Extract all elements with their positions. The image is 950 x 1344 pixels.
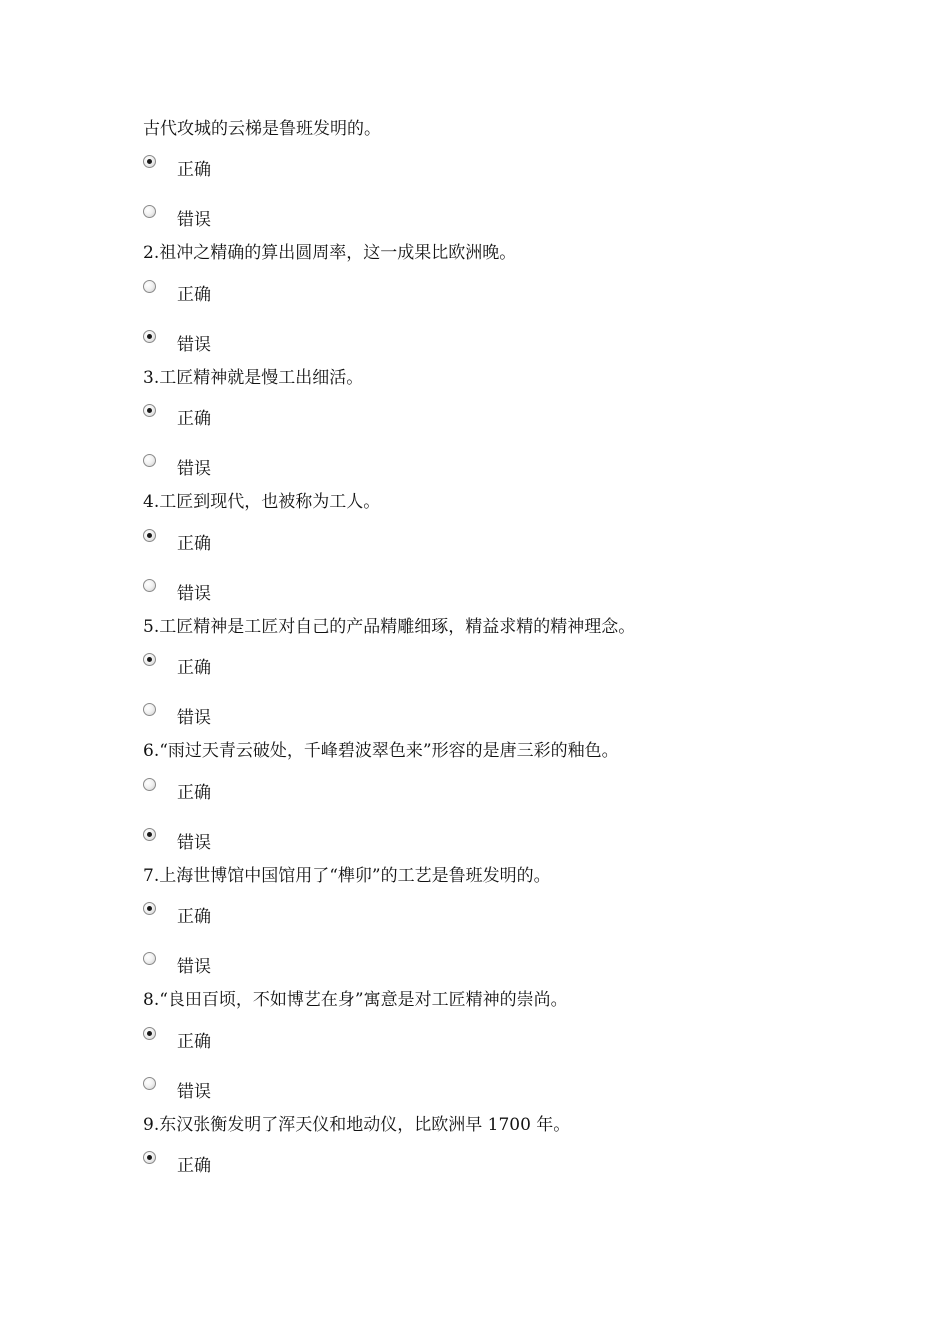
option-label: 正确 xyxy=(177,1032,211,1052)
option-true[interactable] xyxy=(143,529,211,553)
question-text: 古代攻城的云梯是鲁班发明的。 xyxy=(143,119,381,139)
option-label: 正确 xyxy=(177,534,211,554)
option-false[interactable] xyxy=(143,454,211,478)
radio-unchecked-icon[interactable] xyxy=(143,280,156,293)
radio-unchecked-icon[interactable] xyxy=(143,1077,156,1090)
radio-unchecked-icon[interactable] xyxy=(143,703,156,716)
option-false[interactable] xyxy=(143,703,211,727)
option-true[interactable] xyxy=(143,778,211,802)
radio-unchecked-icon[interactable] xyxy=(143,205,156,218)
radio-checked-icon[interactable] xyxy=(143,902,156,915)
radio-checked-icon[interactable] xyxy=(143,653,156,666)
radio-unchecked-icon[interactable] xyxy=(143,778,156,791)
option-label: 错误 xyxy=(177,584,211,604)
radio-checked-icon[interactable] xyxy=(143,155,156,168)
option-true[interactable] xyxy=(143,1027,211,1051)
option-label: 错误 xyxy=(177,957,211,977)
radio-checked-icon[interactable] xyxy=(143,404,156,417)
question-text: 4.工匠到现代，也被称为工人。 xyxy=(143,492,381,512)
option-false[interactable] xyxy=(143,205,211,229)
radio-unchecked-icon[interactable] xyxy=(143,579,156,592)
option-label: 正确 xyxy=(177,1156,211,1176)
radio-unchecked-icon[interactable] xyxy=(143,952,156,965)
question-text: 2.祖冲之精确的算出圆周率，这一成果比欧洲晚。 xyxy=(143,243,517,263)
radio-checked-icon[interactable] xyxy=(143,1151,156,1164)
option-true[interactable] xyxy=(143,155,211,179)
option-true[interactable] xyxy=(143,404,211,428)
option-label: 错误 xyxy=(177,335,211,355)
option-label: 正确 xyxy=(177,160,211,180)
radio-unchecked-icon[interactable] xyxy=(143,454,156,467)
radio-checked-icon[interactable] xyxy=(143,330,156,343)
radio-checked-icon[interactable] xyxy=(143,529,156,542)
option-label: 错误 xyxy=(177,708,211,728)
option-label: 错误 xyxy=(177,459,211,479)
option-label: 正确 xyxy=(177,783,211,803)
question-text: 3.工匠精神就是慢工出细活。 xyxy=(143,368,364,388)
option-label: 正确 xyxy=(177,907,211,927)
question-text: 6.“雨过天青云破处，千峰碧波翠色来”形容的是唐三彩的釉色。 xyxy=(143,741,619,761)
radio-checked-icon[interactable] xyxy=(143,828,156,841)
option-false[interactable] xyxy=(143,1077,211,1101)
option-label: 正确 xyxy=(177,285,211,305)
option-label: 正确 xyxy=(177,658,211,678)
question-text: 7.上海世博馆中国馆用了“榫卯”的工艺是鲁班发明的。 xyxy=(143,866,551,886)
option-label: 错误 xyxy=(177,210,211,230)
question-text: 9.东汉张衡发明了浑天仪和地动仪，比欧洲早 1700 年。 xyxy=(143,1115,571,1135)
option-true[interactable] xyxy=(143,902,211,926)
option-true[interactable] xyxy=(143,280,211,304)
option-label: 错误 xyxy=(177,833,211,853)
question-text: 5.工匠精神是工匠对自己的产品精雕细琢，精益求精的精神理念。 xyxy=(143,617,636,637)
option-label: 错误 xyxy=(177,1082,211,1102)
option-true[interactable] xyxy=(143,653,211,677)
option-false[interactable] xyxy=(143,330,211,354)
question-text: 8.“良田百顷，不如博艺在身”寓意是对工匠精神的崇尚。 xyxy=(143,990,568,1010)
option-true[interactable] xyxy=(143,1151,211,1175)
option-false[interactable] xyxy=(143,952,211,976)
radio-checked-icon[interactable] xyxy=(143,1027,156,1040)
option-label: 正确 xyxy=(177,409,211,429)
option-false[interactable] xyxy=(143,828,211,852)
option-false[interactable] xyxy=(143,579,211,603)
